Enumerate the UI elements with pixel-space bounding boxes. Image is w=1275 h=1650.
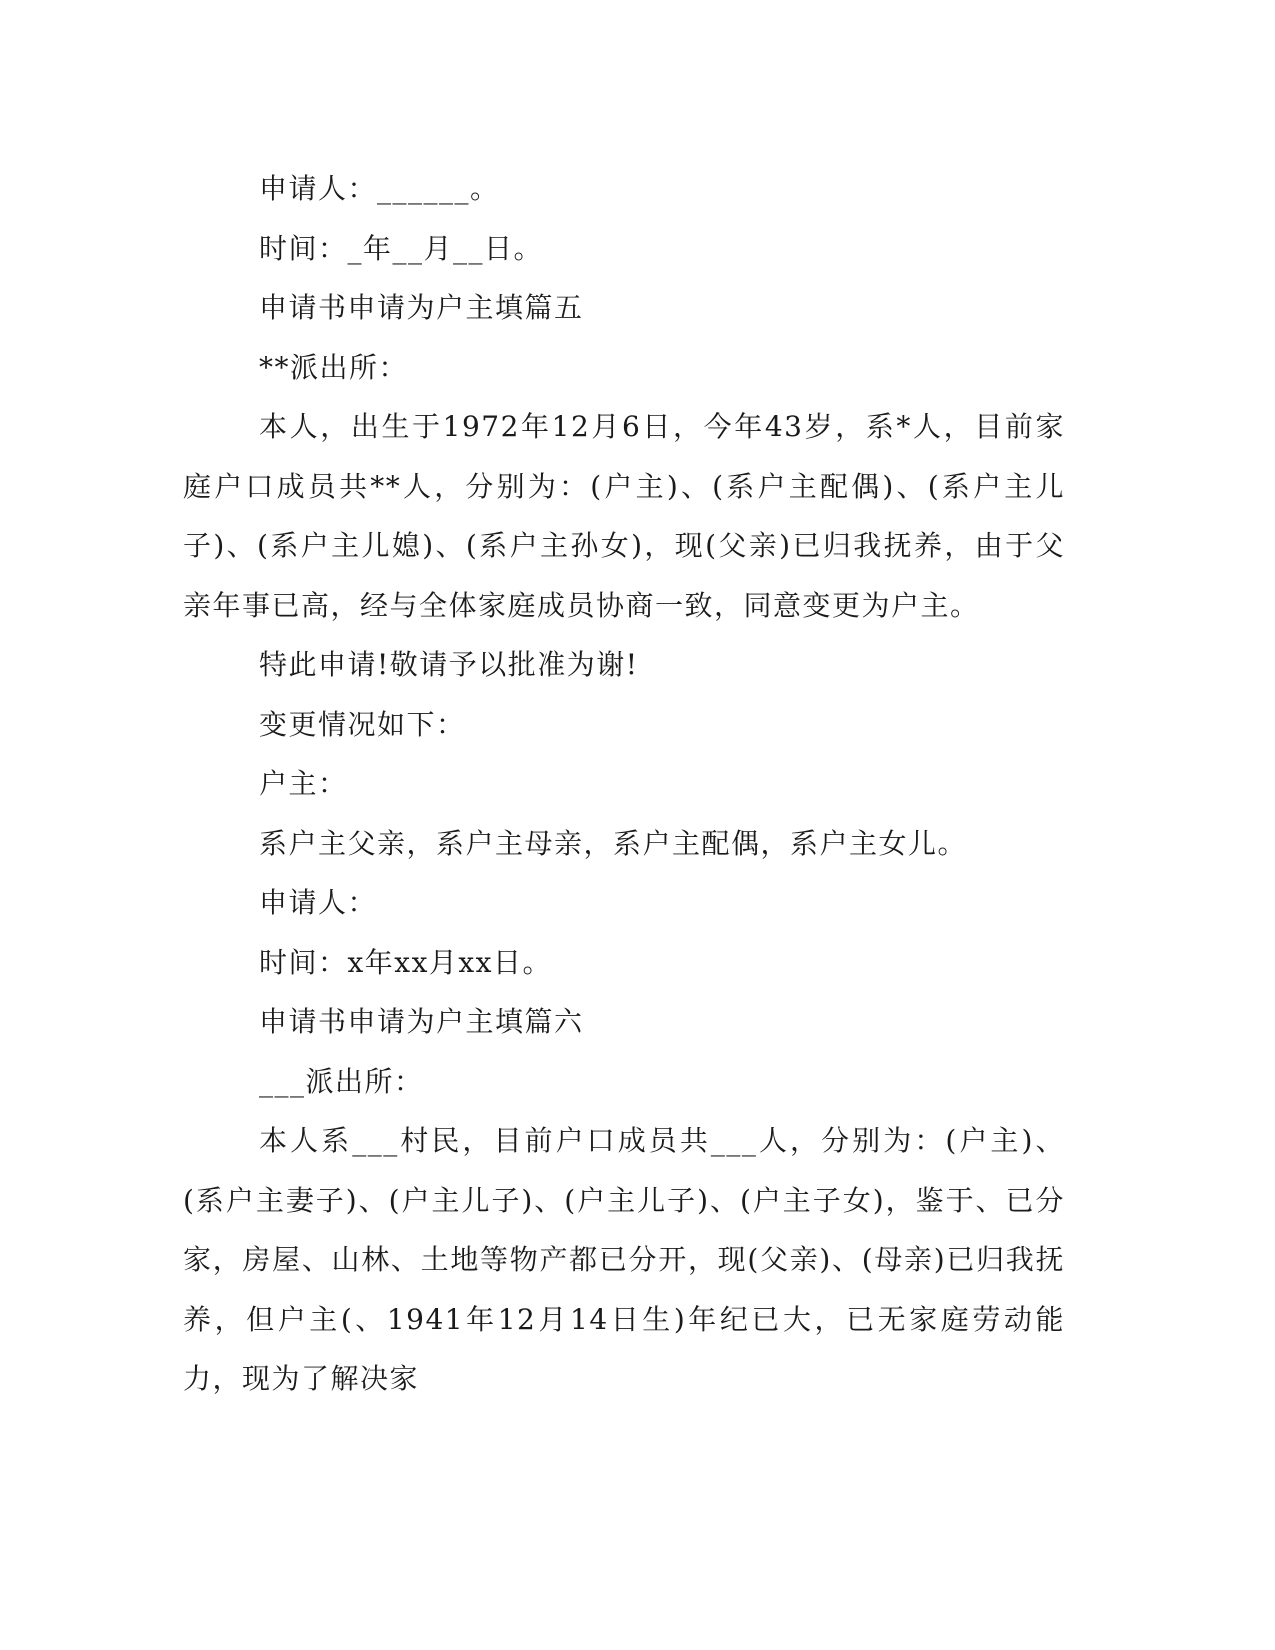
applicant-line: 申请人：______。 (259, 172, 500, 205)
change-intro-line: 变更情况如下： (259, 707, 466, 741)
date-line: 时间：_年__月__日。 (259, 231, 544, 265)
addressee-line-2: ___派出所： (259, 1064, 424, 1098)
body-paragraph-2: 本人系___村民，目前户口成员共___人，分别为：(户主)、(系户主妻子)、(户主儿子)、(户主儿子)、(户主子女)，鉴于、已分家，房屋、山林、土地等物产都已分开，现(父亲)、(母亲)已归我抚养，但户主(、1941年12月14日生)年纪已大，已无家庭劳动能力，现为了解决家 (183, 1124, 1065, 1395)
body-paragraph-1: 本人，出生于1972年12月6日，今年43岁，系*人，目前家庭户口成员共**人，分别为：(户主)、(系户主配偶)、(系户主儿子)、(系户主儿媳)、(系户主孙女)，现(父亲)已归我抚养，由于父亲年事已高，经与全体家庭成员协商一致，同意变更为户主。 (183, 410, 1065, 622)
request-line: 特此申请!敬请予以批准为谢! (259, 648, 639, 681)
section-title-5: 申请书申请为户主填篇五 (259, 291, 584, 324)
document-body (183, 159, 1065, 1409)
section-title-6: 申请书申请为户主填篇六 (259, 1005, 584, 1038)
householder-line: 户主： (259, 767, 348, 800)
applicant-line-2: 申请人： (259, 886, 378, 919)
relations-line: 系户主父亲，系户主母亲，系户主配偶，系户主女儿。 (259, 826, 968, 860)
addressee-line: **派出所： (259, 350, 409, 384)
date-line-2: 时间：x年xx月xx日。 (259, 945, 552, 979)
